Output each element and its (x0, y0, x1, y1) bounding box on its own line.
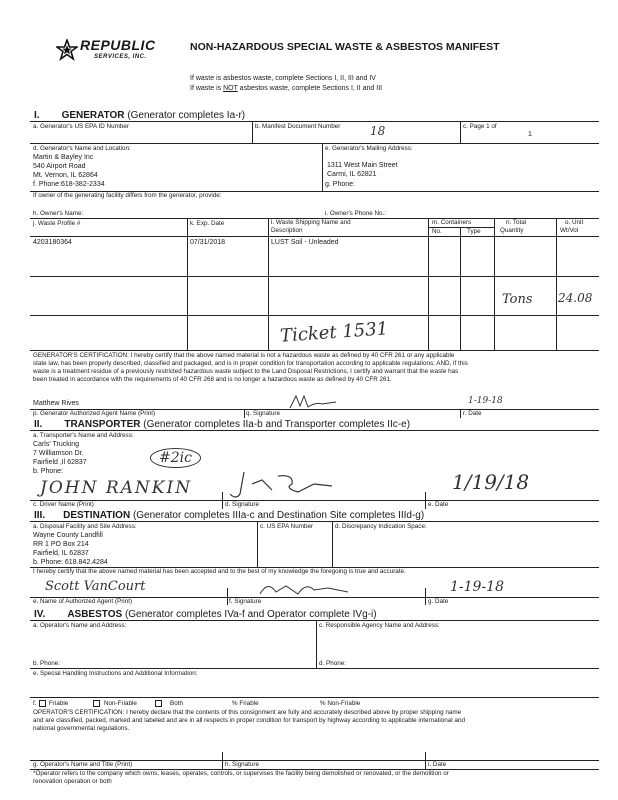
generator-epa-id-label: a. Generator's US EPA ID Number (33, 123, 129, 130)
generator-agent-name: Matthew Rives (33, 400, 79, 407)
handwritten-truck-number: #2ic (150, 448, 201, 468)
col-containers: m. Containers (432, 219, 472, 226)
col-quantity: Quantity (500, 227, 524, 234)
page-title: NON-HAZARDOUS SPECIAL WASTE & ASBESTOS MANIFEST (190, 41, 500, 53)
operator-date-label: i. Date (428, 761, 447, 768)
percent-non-friable-label: % Non-Friable (320, 700, 361, 707)
agency-phone-label: d. Phone: (319, 660, 346, 667)
destination-date-label: g. Date (428, 598, 449, 605)
col-containers-type: Type (467, 228, 481, 235)
col-exp-date: k. Exp. Date (190, 220, 225, 227)
discrepancy-label: d. Discrepancy Indication Space: (335, 523, 427, 530)
section-iv-heading: IV. ASBESTOS (Generator completes IVa-f and Operator complete IVg-i) (34, 609, 377, 620)
operator-certification: OPERATOR'S CERTIFICATION: I hereby declare that the contents of this consignment are fully and accurately described above by proper shipping name and are classified, packed, marked and labeled and are in all respects in proper condition for transport by highway according to applicable international and national governmental regulations. (33, 709, 465, 732)
waste-exp-date: 07/31/2018 (190, 239, 226, 246)
us-epa-number-label: c. US EPA Number (260, 523, 314, 530)
mailing-street: 1311 West Main Street (327, 162, 398, 169)
mailing-address-label: e. Generator's Mailing Address: (325, 145, 413, 152)
section-iii-heading: III. DESTINATION (Generator completes IIIa-c and Destination Site completes IIId-g) (34, 510, 425, 521)
generator-street: 540 Airport Road (33, 163, 86, 170)
both-label: Both (170, 700, 183, 707)
operator-signature-label: h. Signature (225, 761, 259, 768)
friable-f-label: f. (33, 700, 37, 707)
handwritten-driver-name: JOHN RANKIN (40, 478, 193, 498)
generator-date-handwritten: 1-19-18 (468, 396, 503, 406)
non-friable-checkbox[interactable] (93, 700, 100, 707)
col-total: n. Total (506, 219, 527, 226)
footnote-line-2: renovation operation or both (33, 778, 112, 785)
waste-description: LUST Soil - Unleaded (271, 239, 339, 246)
non-friable-label: Non-Friable (104, 700, 137, 707)
transporter-name-label: a. Transporter's Name and Address: (33, 432, 134, 439)
transporter-date-label: e. Date (428, 501, 449, 508)
generator-phone: f. Phone:618-382-2334 (33, 181, 105, 188)
waste-profile-number: 4203180364 (33, 239, 72, 246)
responsible-agency-label: c. Responsible Agency Name and Address: (319, 622, 440, 629)
disposal-facility-city: Fairfield, IL 62837 (33, 550, 89, 557)
owner-instruction: If owner of the generating facility differs from the generator, provide: (33, 192, 222, 199)
mailing-phone-label: g. Phone: (325, 181, 355, 188)
instruction-non-asbestos: If waste is NOT asbestos waste, complete Sections I, II and III (190, 85, 383, 92)
owner-phone-label: i. Owner's Phone No.: (325, 210, 387, 217)
destination-date-handwritten: 1-19-18 (450, 579, 504, 595)
transporter-name: Carls' Trucking (33, 441, 80, 448)
driver-name-label: c. Driver Name (Print) (33, 501, 94, 508)
friable-checkbox[interactable] (39, 700, 46, 707)
disposal-facility-label: a. Disposal Facility and Site Address: (33, 523, 137, 530)
special-handling-label: e. Special Handling Instructions and Additional Information: (33, 670, 198, 677)
footnote-line-1: *Operator refers to the company which owns, leases, operates, controls, or supervises the facility being demolished or renovated, or the demolition or (33, 770, 449, 777)
handwritten-ticket: Ticket 1531 (279, 318, 389, 347)
both-checkbox[interactable] (155, 700, 162, 707)
transporter-date-handwritten: 1/19/18 (452, 470, 530, 494)
handwritten-quantity: 24.08 (558, 291, 593, 305)
manifest-doc-number-label: b. Manifest Document Number (255, 123, 341, 130)
destination-signature-label: f. Signature (229, 598, 262, 605)
transporter-city: Fairfield ,Il 62837 (33, 459, 87, 466)
manifest-doc-number-value: 18 (370, 124, 386, 138)
signature-label: q. Signature (246, 410, 280, 417)
destination-certification: I hereby certify that the above named material has been accepted and to the best of my knowledge the foregoing is true and accurate. (33, 568, 406, 575)
authorized-agent-label: e. Name of Authorized Agent (Print) (33, 598, 133, 605)
disposal-facility-phone: b. Phone: 618.842.4284 (33, 559, 108, 566)
col-description: Description (271, 227, 303, 234)
disposal-facility-name: Wayne County Landfill (33, 532, 103, 539)
date-label: r. Date (463, 410, 482, 417)
handwritten-units: Tons (502, 292, 533, 307)
col-containers-no: No. (432, 228, 442, 235)
owner-name-label: h. Owner's Name: (33, 210, 84, 217)
republic-logo (56, 37, 171, 67)
agent-name-label: p. Generator Authorized Agent Name (Print) (33, 410, 156, 417)
col-shipping-name: l. Waste Shipping Name and (271, 219, 351, 226)
operator-name-label: a. Operator's Name and Address: (33, 622, 127, 629)
col-waste-profile: j. Waste Profile # (33, 220, 81, 227)
section-i-heading: I. GENERATOR (Generator completes Ia-r) (34, 110, 246, 121)
driver-signature-label: d. Signature (225, 501, 259, 508)
star-logo-icon (56, 39, 78, 61)
operator-phone-label: b. Phone: (33, 660, 60, 667)
generator-name: Martin & Bayley Inc (33, 154, 94, 161)
transporter-street: 7 Williamson Dr. (33, 450, 84, 457)
generator-city: Mt. Vernon, IL 62864 (33, 172, 98, 179)
brand-name: REPUBLIC (80, 37, 156, 53)
section-ii-heading: II. TRANSPORTER (Generator completes IIa-b and Transporter completes IIc-e) (34, 419, 411, 430)
page-count-value: 1 (528, 131, 532, 138)
generator-name-label: d. Generator's Name and Location: (33, 145, 131, 152)
transporter-phone-label: b. Phone: (33, 468, 63, 475)
generator-certification: GENERATOR'S CERTIFICATION: I hereby certify that the above named material is not a hazardous waste as defined by 40 CFR 261 or any applicable state law, has been properly described, classified and packaged, and is in proper condition for transportation according to applicable regulations; AND, if this waste is a treatment residue of a previously restricted hazardous waste subject to the Land Disposal Restrictions, I certify and warrant that the waste has been treated in accordance with the requirements of 40 CFR 268 and is no longer a hazardous waste as defined by 40 CFR 261. (33, 352, 468, 383)
percent-friable-label: % Friable (232, 700, 259, 707)
col-wtvol: Wt/Vol (560, 227, 579, 234)
operator-title-label: g. Operator's Name and Title (Print) (33, 761, 133, 768)
mailing-city: Carmi, IL 62821 (327, 171, 377, 178)
instruction-asbestos: If waste is asbestos waste, complete Sections I, II, III and IV (190, 75, 376, 82)
brand-subtitle: SERVICES, INC. (94, 54, 147, 60)
page-count-label: c. Page 1 of (463, 123, 497, 130)
col-unit: o. Unit (565, 219, 584, 226)
handwritten-agent-name: Scott VanCourt (45, 579, 146, 594)
disposal-facility-street: RR 1 PO Box 214 (33, 541, 89, 548)
friable-label: Friable (49, 700, 69, 707)
driver-signature (222, 470, 342, 500)
